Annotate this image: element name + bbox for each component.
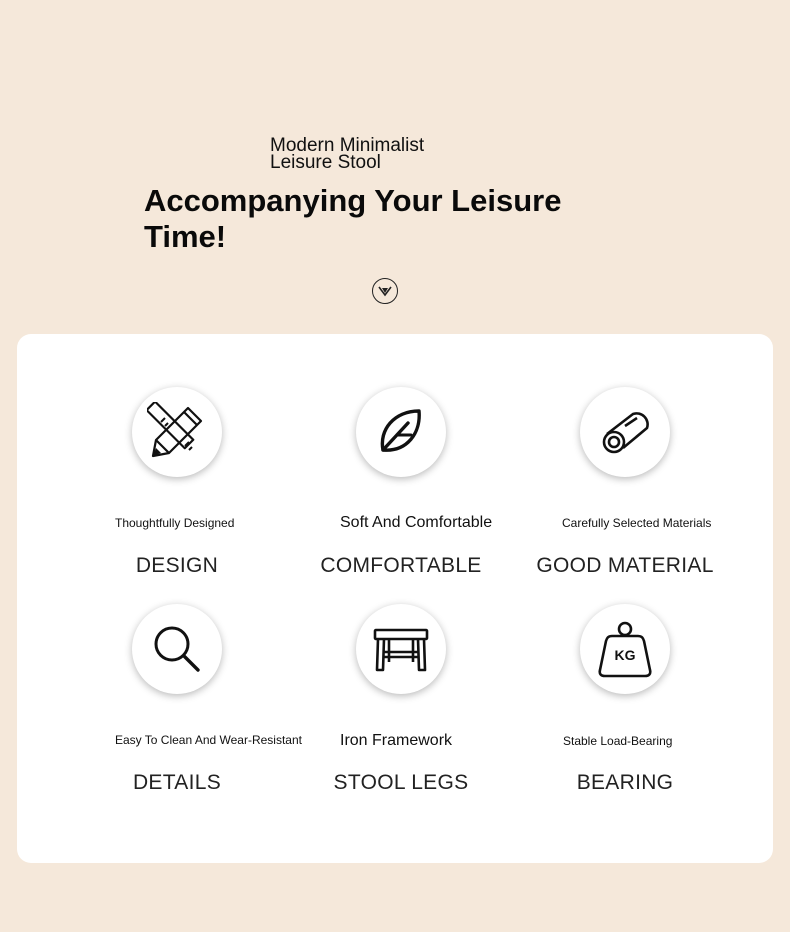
scroll-down-button[interactable] <box>372 278 398 304</box>
feature-label: DETAILS <box>132 771 222 794</box>
hero-title-line1: Accompanying Your Leisure <box>144 183 562 218</box>
pencil-ruler-icon <box>147 402 207 462</box>
icon-badge <box>580 604 670 694</box>
features-card <box>17 334 773 863</box>
stool-icon <box>372 624 430 674</box>
kg-weight-icon <box>598 620 652 678</box>
feature-subtitle: Carefully Selected Materials <box>562 516 712 530</box>
feature-label: COMFORTABLE <box>320 554 482 577</box>
feature-label: GOOD MATERIAL <box>536 554 714 577</box>
hero-subtitle <box>270 137 424 171</box>
icon-badge <box>580 387 670 477</box>
icon-badge <box>132 604 222 694</box>
icon-badge <box>356 387 446 477</box>
weight-label: KG <box>614 647 636 663</box>
feature-label: BEARING <box>576 771 674 794</box>
feature-label: STOOL LEGS <box>333 771 469 794</box>
magnifier-icon <box>151 623 203 675</box>
icon-badge <box>356 604 446 694</box>
feature-subtitle: Easy To Clean And Wear-Resistant <box>115 733 302 747</box>
chevron-down-icon <box>378 285 392 297</box>
icon-badge <box>132 387 222 477</box>
hero-subtitle-line2: Leisure Stool <box>270 152 381 173</box>
leaf-icon <box>374 405 428 459</box>
feature-subtitle: Stable Load-Bearing <box>563 734 673 748</box>
feature-label: DESIGN <box>135 554 219 577</box>
hero-subtitle-line1: Modern Minimalist <box>270 135 425 156</box>
log-wood-icon <box>599 406 651 458</box>
feature-subtitle: Iron Framework <box>340 732 453 749</box>
feature-subtitle: Soft And Comfortable <box>340 514 493 531</box>
hero-title-line2: Time! <box>144 219 227 254</box>
hero-title <box>144 183 604 255</box>
feature-subtitle: Thoughtfully Designed <box>115 516 235 530</box>
